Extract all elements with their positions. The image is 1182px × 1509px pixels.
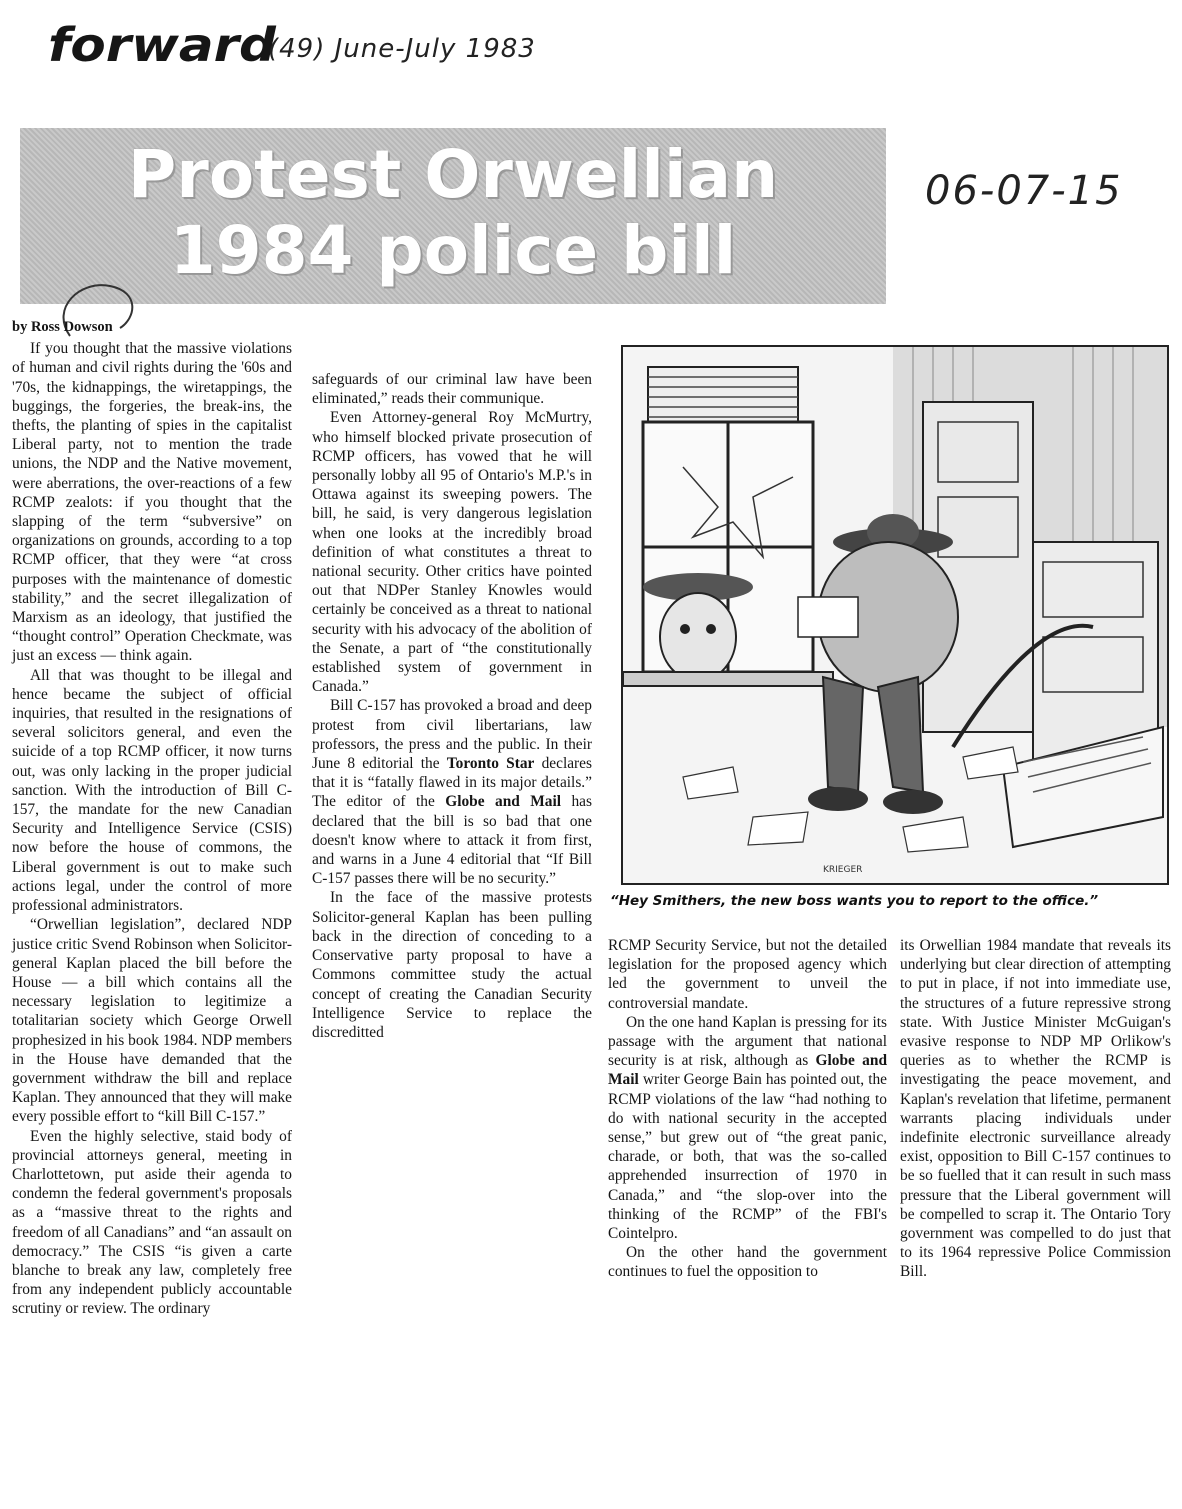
cartoon-illustration [623, 347, 1167, 883]
byline: by Ross Dowson [12, 319, 113, 335]
editorial-cartoon [621, 345, 1169, 885]
article-column-4 [900, 936, 1171, 1282]
paragraph: safeguards of our criminal law have been eliminated,” reads their communique. [312, 371, 592, 408]
paragraph: All that was thought to be illegal and hence became the subject of official inquiries, that resulted in the resignations of several solicitors general, and even the suicide of a top RCMP officer, it now turns out, was only lacking in the proper judicial sanction. With the introduction of Bill C-157, the mandate for the new Canadian Security and Intelligence Service (CSIS) now before the house of commons, the Liberal government is out to make such actions legal, under the control of more professional administrators. [12, 666, 292, 915]
text-run: On the one hand Kaplan is pressing for its passage with the argument that national security is at risk, although as [608, 1013, 887, 1070]
text-run: declares that it is “fatally flawed in its major details.” The editor of the [312, 755, 593, 811]
paragraph: If you thought that the massive violations of human and civil rights during the '60s and '70s, the kidnappings, the wiretappings, the buggings, the forgeries, the break-ins, the thefts, the planting of spies in the capitalist Liberal party, not to mention the trade unions, the NDP and the Native movement, were aberrations, the over-reactions of a few RCMP zealots: if you thought that the slapping of the term “subversive” on organizations on grounds, according to a top RCMP officer, that they were “at cross purposes with the maintenance of domestic stability,” and the secret illegalization of Marxism as an ideology, that justified the “thought control” Operation Checkmate, was just an excess — think again. [12, 340, 292, 665]
paragraph: its Orwellian 1984 mandate that reveals its underlying but clear direction of attempting to put in place, if not into immediate use, the structures of a future repressive strong state. With Justice Minister McGuigan's evasive response to NDP MP Orlikow's queries as to whether the RCMP is investigating the peace movement, and Kaplan's revelation that lifetime, permanent warrants placing individuals under indefinite electronic surveillance already exist, opposition to Bill C-157 continues to be so fuelled that it can result in such mass pressure that the Liberal government will be compelled to scrap it. The Ontario Tory government was compelled to do just that to its 1964 repressive Police Commission Bill. [900, 937, 1171, 1281]
headline-banner [20, 128, 886, 304]
masthead-title: forward [48, 18, 276, 72]
paragraph: In the face of the massive protests Solicitor-general Kaplan has been pulling back in the direction of conceding to a Conservative party proposal to have a Commons committee study the actual concept of creating the Canadian Security Intelligence Service to replace the discreditted [312, 889, 592, 1041]
paragraph: “Orwellian legislation”, declared NDP justice critic Svend Robinson when Solicitor-general Kaplan placed the bill before the House — a bill which contains all the necessary legislation to legitimize a totalitarian society which George Orwell prophesized in his book 1984. NDP members in the House have demanded that the government withdraw the bill and replace Kaplan. They announced that they will make every possible effort to “kill Bill C-157.” [12, 916, 292, 1126]
publication-name: Toronto Star [446, 755, 535, 773]
publication-name: Globe and Mail [608, 1052, 887, 1089]
paragraph [312, 696, 592, 888]
article-column-3 [608, 936, 887, 1282]
paragraph: On the other hand the government continues to fuel the opposition to [608, 1244, 887, 1281]
text-run: writer George Bain has pointed out, the RCMP violations of the law “had nothing to do with national security in the accepted sense,” but grew out of “the great panic, charade, or both, that was the so-called apprehended insurrection of 1970 in Canada,” and “the slop-over into the thinking of the RCMP” of the FBI's Cointelpro. [608, 1071, 887, 1243]
handwritten-filing-code: 06-07-15 [925, 168, 1123, 214]
text-run: Bill C-157 has provoked a broad and deep protest from civil libertarians, law professors, the press and the public. In their June 8 editorial the [312, 697, 592, 773]
text-run: has declared that the bill is so bad that one doesn't know where to attack it from first, and warns in a June 4 editorial that “If Bill C-157 passes there will be no security.” [312, 793, 592, 888]
publication-name: Globe and Mail [445, 793, 562, 811]
paragraph: RCMP Security Service, but not the detailed legislation for the proposed agency which led the government to unveil the controversial mandate. [608, 937, 887, 1012]
article-column-1 [12, 318, 292, 1319]
article-column-2 [312, 370, 592, 1042]
paragraph [608, 1013, 887, 1243]
headline-line-1: Protest Orwellian [127, 136, 779, 213]
paragraph: Even Attorney-general Roy McMurtry, who himself blocked private prosecution of RCMP officers, has vowed that he will personally lobby all 95 of Ontario's M.P.'s in Ottawa against its sweeping powers. The bill, he said, is very dangerous legislation when one looks at the incredibly broad definition of what constitutes a threat to national security. Other critics have pointed out that NDPer Stanley Knowles would certainly be conceived as a threat to national security with his advocacy of the abolition of the Senate, a part of “the constitutionally established system of government in Canada.” [312, 409, 592, 696]
cartoon-caption: “Hey Smithers, the new boss wants you to report to the office.” [610, 893, 1099, 909]
paragraph: Even the highly selective, staid body of provincial attorneys general, meeting in Charlottetown, put aside their agenda to condemn the federal government's proposals as a “massive threat to the rights and freedom of all Canadians” and “an assault on democracy.” The CSIS “is given a carte blanche to break any law, completely free from any independent publicly accountable scrutiny or review. The ordinary [12, 1127, 292, 1318]
headline-line-2: 1984 police bill [169, 212, 737, 289]
cartoonist-signature: KRIEGER [823, 865, 863, 875]
handwritten-issue-date: (49) June-July 1983 [268, 34, 536, 64]
